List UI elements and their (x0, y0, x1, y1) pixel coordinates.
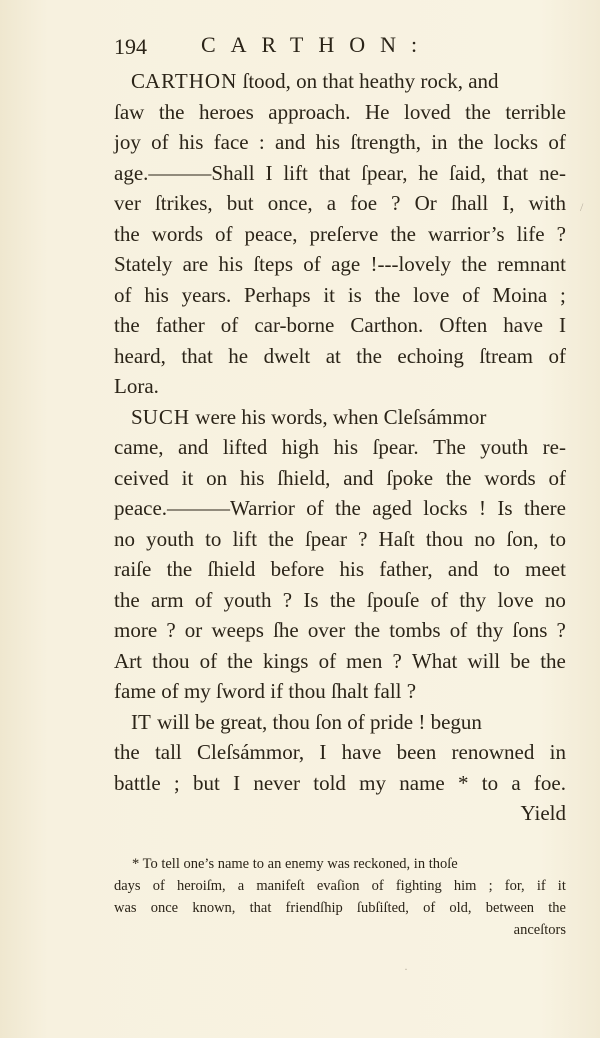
word: it (557, 878, 566, 894)
word: his (239, 465, 265, 490)
word: Art (114, 648, 142, 673)
word: of (303, 252, 321, 276)
word: meet (525, 557, 566, 581)
word: it (181, 465, 194, 490)
word: and (447, 557, 479, 581)
word: tombs (389, 618, 441, 642)
word: high (281, 435, 320, 459)
word: of (306, 496, 324, 520)
word: youth (480, 435, 529, 459)
text-line (114, 554, 566, 585)
word: lift (283, 160, 308, 185)
word: that (496, 160, 529, 185)
text-line (114, 524, 566, 555)
word: more (114, 618, 158, 642)
word: renowned (451, 740, 535, 764)
word: of (199, 648, 218, 673)
word: ? (358, 526, 368, 551)
running-title: CARTHON: (201, 32, 433, 57)
word: ſpoke (386, 465, 434, 490)
text-line (114, 463, 566, 494)
text-line (114, 249, 566, 280)
catchword: Yield (520, 801, 566, 825)
word: thy (476, 618, 504, 642)
word: in (431, 130, 448, 154)
word: ? (556, 618, 566, 642)
text-line: fame of my ſword if thou ſhalt fall ? (114, 679, 417, 703)
word: Moina (492, 282, 548, 307)
word: kings (262, 648, 309, 673)
word: of (371, 878, 384, 894)
word: fighting (395, 878, 442, 894)
word: but (193, 770, 220, 795)
word: of (318, 648, 337, 673)
word: ; (173, 770, 180, 795)
word: if (536, 878, 546, 894)
word: Is (497, 496, 513, 520)
word: ſhall (450, 191, 489, 215)
word: Haſt (378, 526, 415, 551)
word: and (343, 465, 374, 490)
text-line (114, 615, 566, 646)
word: the (465, 99, 491, 124)
word: raiſe (114, 557, 152, 581)
text-line (114, 341, 566, 372)
word: of (151, 130, 169, 154)
word: ? (166, 618, 176, 642)
word: Is (303, 587, 319, 612)
page-speck: / (580, 200, 584, 214)
word: never (253, 770, 300, 795)
text-line (114, 158, 566, 189)
word: aged (372, 496, 412, 520)
word: before (270, 557, 325, 581)
word: thou (152, 648, 190, 673)
word: Or (414, 191, 437, 215)
word: arm (150, 587, 184, 612)
word: a (326, 191, 337, 215)
word: ſtrength, (350, 130, 421, 154)
word: at (325, 343, 341, 368)
word: days (114, 878, 141, 894)
word: known, (192, 900, 236, 916)
word: the (354, 618, 381, 642)
word: thy (459, 587, 487, 612)
word: age.———Shall (114, 160, 255, 185)
word: locks (423, 496, 468, 520)
word: once (150, 900, 179, 916)
word: ſon, (506, 526, 539, 551)
word: youth (223, 587, 272, 612)
word: ſtream (479, 343, 533, 368)
word: he (228, 343, 249, 368)
text-line (114, 127, 566, 158)
word: ſaid, (449, 160, 486, 185)
text-line (114, 280, 566, 311)
word: face (213, 130, 249, 154)
word: the (461, 252, 487, 276)
word: of (114, 282, 132, 307)
word: foe (350, 191, 378, 215)
word: ſteps (253, 252, 293, 276)
word: his (218, 252, 244, 276)
word: youth (146, 526, 194, 551)
body-text (114, 66, 566, 829)
word: was (114, 900, 137, 916)
word: ; (560, 282, 566, 307)
word: tall (154, 740, 182, 764)
text-line: Lora. (114, 374, 159, 398)
word: be (510, 648, 531, 673)
text-line (114, 737, 566, 768)
word: the (390, 221, 416, 246)
word: it (323, 282, 335, 307)
word: of (152, 878, 165, 894)
word: Perhaps (244, 282, 311, 307)
word: to (481, 770, 499, 795)
small-caps-word: UCH (142, 404, 191, 429)
word: foe. (533, 770, 566, 795)
word: that (181, 343, 213, 368)
word: his (315, 130, 341, 154)
word: ſubſiſted, (356, 900, 409, 916)
drop-letter: I (131, 709, 138, 734)
word: the (268, 526, 294, 551)
word: to (493, 557, 510, 581)
word: Carthon. (350, 313, 424, 337)
word: men (346, 648, 383, 673)
word: his (339, 557, 365, 581)
word: What (411, 648, 458, 673)
word: ſpear, (361, 160, 408, 185)
word: loved (404, 99, 451, 124)
word: life (516, 221, 545, 246)
word: the (329, 587, 356, 612)
word: I (265, 160, 273, 185)
word: weeps (211, 618, 264, 642)
word: love (497, 587, 534, 612)
word: and (275, 130, 306, 154)
word: with (528, 191, 566, 215)
word: remnant (497, 252, 566, 276)
word: !---lovely (370, 252, 451, 276)
small-caps-word: T (138, 709, 152, 734)
word: for, (504, 878, 525, 894)
word: the (457, 130, 484, 154)
word: joy (114, 130, 141, 154)
word: heard, (114, 343, 166, 368)
word: the (445, 465, 472, 490)
word: dwelt (263, 343, 311, 368)
word: is (347, 282, 362, 307)
word: will (467, 648, 501, 673)
word: He (365, 99, 390, 124)
word: age (331, 252, 361, 276)
word: ; (488, 878, 493, 894)
word: the (335, 496, 361, 520)
word: name (399, 770, 445, 795)
text-line (114, 402, 566, 433)
word: of (462, 282, 480, 307)
word: a (511, 770, 521, 795)
word: the (158, 99, 185, 124)
text-line (114, 66, 566, 97)
word: peace, (244, 221, 298, 246)
word: ſons (512, 618, 548, 642)
drop-letter: S (131, 404, 143, 429)
word: ſhe (273, 618, 299, 642)
page-speck: · (404, 962, 408, 976)
word: Often (439, 313, 488, 337)
word: ? (392, 648, 402, 673)
word: words (484, 465, 536, 490)
word: heroes (198, 99, 254, 124)
text-line (114, 707, 566, 738)
word: of (194, 587, 213, 612)
word: of (430, 587, 449, 612)
text-line (114, 768, 566, 799)
word: ſpouſe (366, 587, 420, 612)
word: the (114, 313, 140, 337)
word: ver (114, 191, 141, 215)
word: the (114, 221, 140, 246)
word: locks (493, 130, 539, 154)
footnote (114, 853, 566, 941)
word: years. (181, 282, 232, 307)
word: ſhield (207, 557, 256, 581)
word: thou (425, 526, 464, 551)
word: came, (114, 435, 164, 459)
word: of (548, 343, 566, 368)
word: ſhield, (277, 465, 331, 490)
word: peace.———Warrior (114, 496, 295, 520)
word: * (457, 770, 469, 795)
word: of (548, 465, 566, 490)
word: a (237, 878, 245, 894)
word: been (396, 740, 437, 764)
page-header (114, 30, 564, 66)
text-line (114, 188, 566, 219)
small-caps-word: ARTHON (145, 69, 238, 93)
word: to (549, 526, 566, 551)
word: lift (232, 526, 258, 551)
drop-letter: C (131, 69, 146, 93)
word: once, (267, 191, 313, 215)
word: the (540, 648, 566, 673)
word: preſerve (309, 221, 379, 246)
word: of (548, 130, 566, 154)
text-line (114, 432, 566, 463)
word: father, (379, 557, 433, 581)
word: heroiſm, (176, 878, 226, 894)
word: lifted (222, 435, 268, 459)
text-line (114, 310, 566, 341)
page-number: 194 (114, 34, 147, 59)
word: ne- (539, 160, 566, 185)
word: love (413, 282, 450, 307)
line-text: were his words, when Cleſsámmor (190, 404, 487, 429)
footnote-line: * To tell one’s name to an enemy was reckoned, in thoſe (132, 856, 458, 872)
word: car-borne (254, 313, 335, 337)
word: have (503, 313, 543, 337)
word: are (182, 252, 209, 276)
word: in (549, 740, 566, 764)
word: but (226, 191, 254, 215)
word: ſpear (304, 526, 347, 551)
footnote-line (114, 875, 566, 897)
text-line (114, 97, 566, 128)
word: ſaw (114, 99, 145, 124)
word: battle (114, 770, 161, 795)
word: the (548, 900, 566, 916)
text-line (114, 585, 566, 616)
word: approach. (268, 99, 351, 124)
word: I (233, 770, 241, 795)
word: the (374, 282, 401, 307)
word: no (544, 587, 566, 612)
word: on (206, 465, 228, 490)
text-line (114, 219, 566, 250)
word: no (474, 526, 496, 551)
line-text: will be great, thou ſon of pride ! begun (151, 709, 482, 734)
word: ? (282, 587, 293, 612)
word: his (178, 130, 204, 154)
word: father (155, 313, 205, 337)
text-line (114, 646, 566, 677)
word: of (423, 900, 436, 916)
word: over (307, 618, 346, 642)
word: ! (478, 496, 486, 520)
word: no (114, 526, 135, 551)
word: Stately (114, 252, 173, 276)
word: terrible (505, 99, 566, 124)
word: of (215, 221, 233, 246)
word: have (341, 740, 382, 764)
footnote-line (114, 897, 566, 919)
line-text: ſtood, on that heathy rock, and (237, 69, 499, 93)
word: of (449, 618, 468, 642)
word: he (418, 160, 439, 185)
word: manifeſt (256, 878, 305, 894)
footnote-catchword: anceſtors (513, 922, 566, 938)
word: the (114, 587, 140, 612)
word: the (356, 343, 382, 368)
word: told (313, 770, 346, 795)
word: that (249, 900, 272, 916)
word: words (151, 221, 203, 246)
word: the (227, 648, 253, 673)
word: I (558, 313, 566, 337)
word: ſtrikes, (154, 191, 213, 215)
word: of (220, 313, 239, 337)
word: ? (556, 221, 566, 246)
word: his (144, 282, 169, 307)
word: there (523, 496, 566, 520)
word: the (114, 740, 140, 764)
word: The (433, 435, 466, 459)
word: the (166, 557, 193, 581)
word: re- (542, 435, 566, 459)
word: him (453, 878, 477, 894)
word: ceived (114, 465, 169, 490)
word: echoing (397, 343, 464, 368)
word: his (333, 435, 359, 459)
word: to (205, 526, 222, 551)
word: and (178, 435, 209, 459)
word: between (485, 900, 535, 916)
word: Cleſsámmor, (197, 740, 305, 764)
word: ſpear. (372, 435, 419, 459)
text-line (114, 493, 566, 524)
word: friendſhip (285, 900, 343, 916)
word: old, (449, 900, 472, 916)
word: or (184, 618, 203, 642)
word: my (359, 770, 386, 795)
word: evaſion (316, 878, 360, 894)
word: that (318, 160, 351, 185)
word: I (319, 740, 327, 764)
word: : (258, 130, 265, 154)
word: ? (391, 191, 401, 215)
word: warrior’s (428, 221, 505, 246)
word: I, (502, 191, 515, 215)
